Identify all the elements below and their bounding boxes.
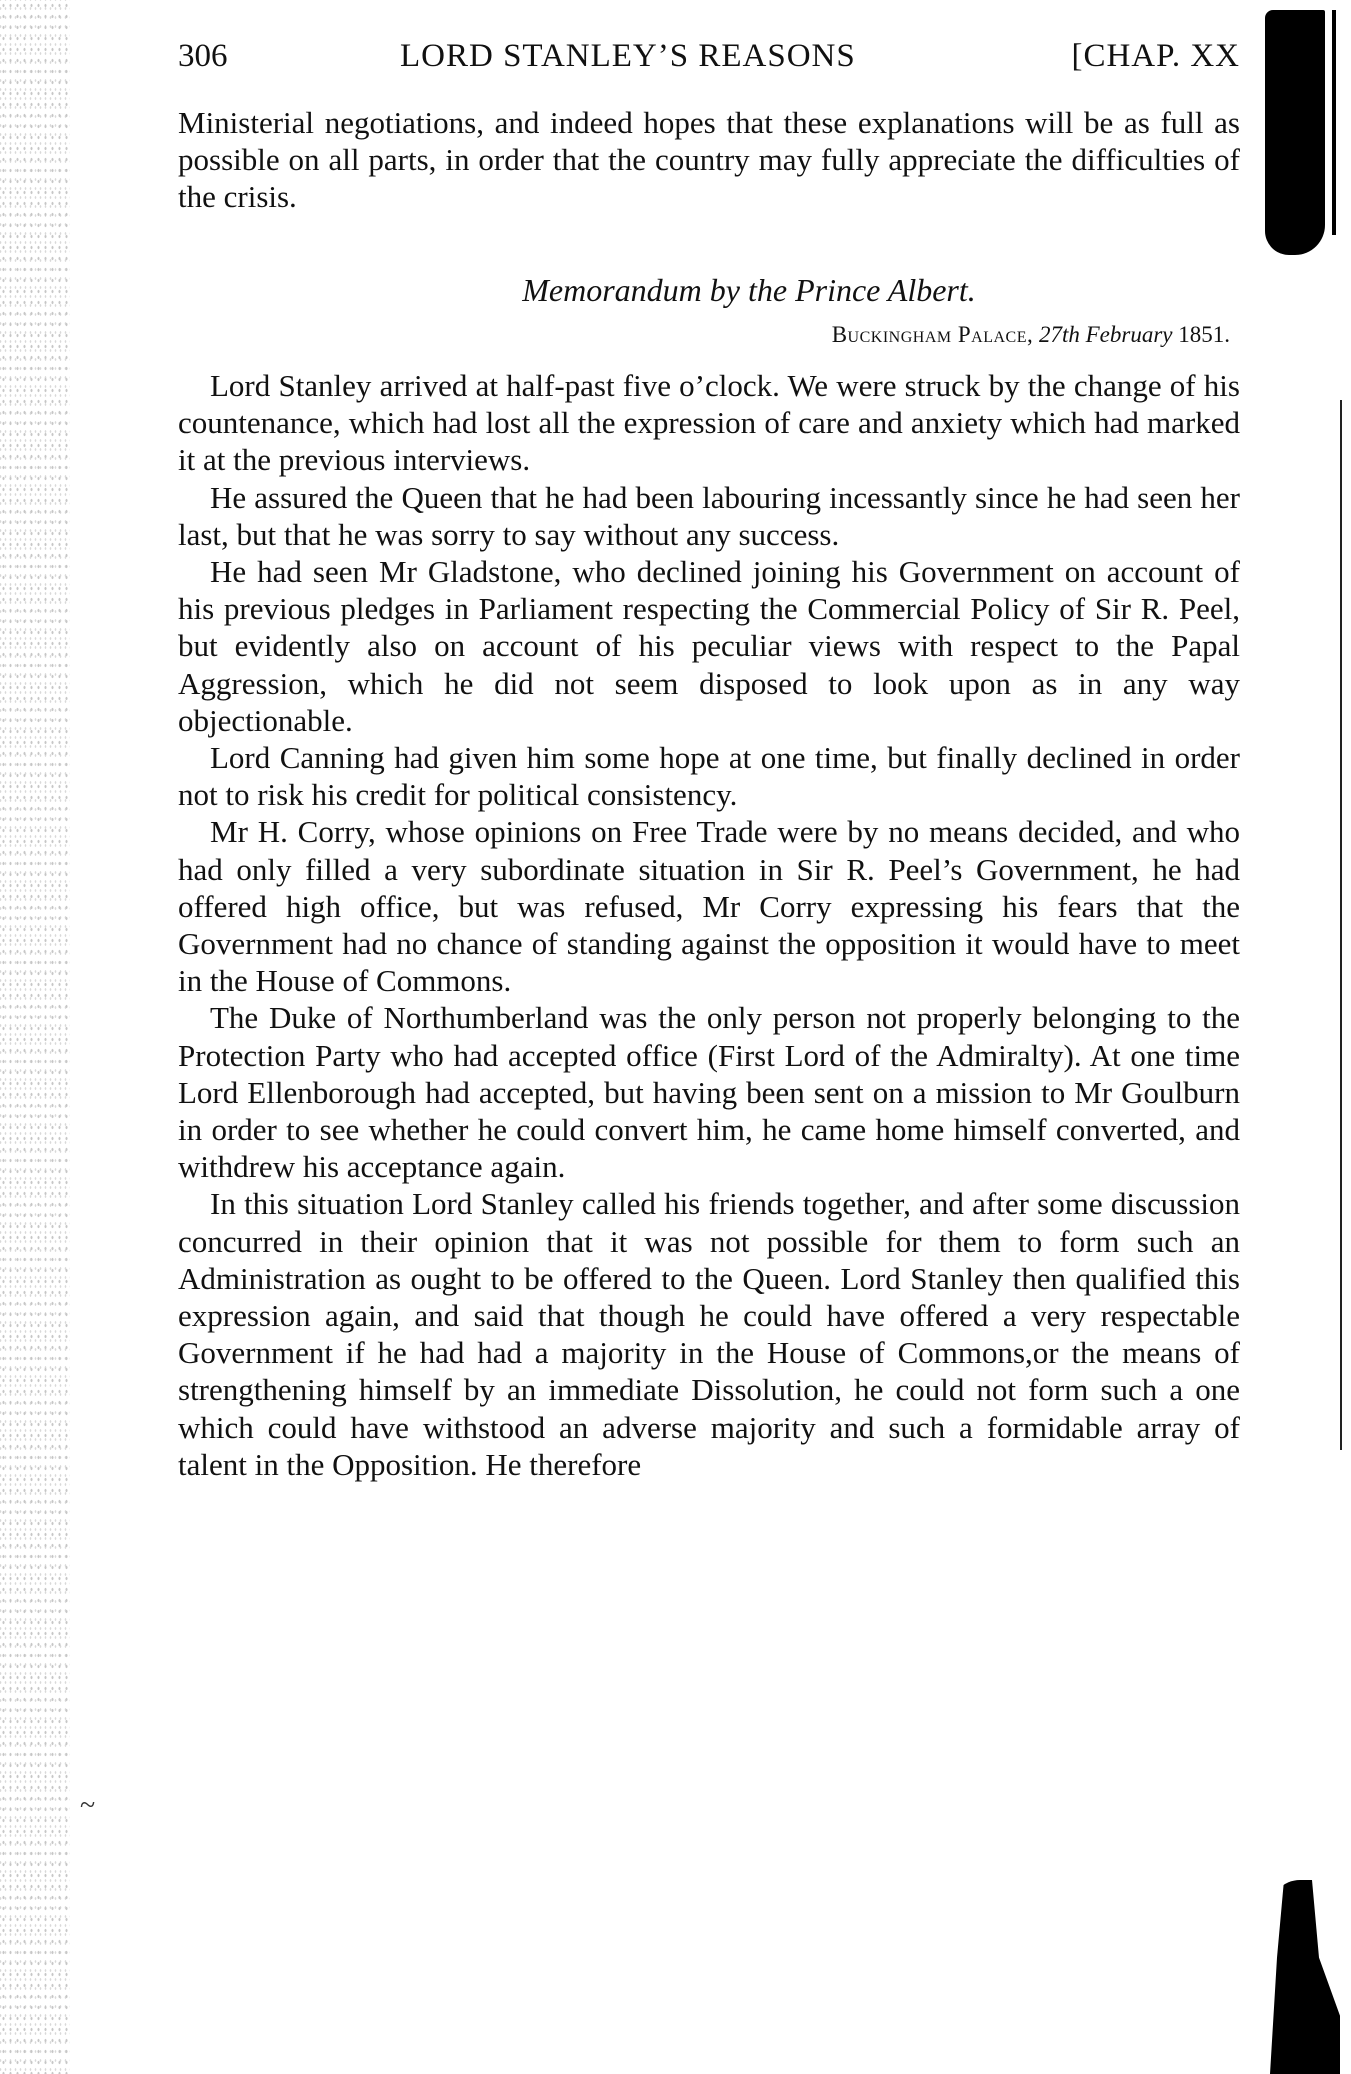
paragraph: Lord Stanley arrived at half-past five o’clock. We were struck by the change of his countenance, which had lost all the expression of care and anxiety which had marked it at the previous interviews. [178,368,1240,478]
running-title: LORD STANLEY’S REASONS [400,38,856,74]
chapter-label: [CHAP. XX [1071,38,1240,74]
memorandum-place: Buckingham Palace, [831,322,1034,347]
memorandum-title: Memorandum by the Prince Albert. [522,272,976,308]
memorandum-day: 27th February [1038,322,1173,347]
continuation-text [178,104,1240,216]
margin-mark: ~ [80,1790,96,1821]
binding-shadow-bottom [1270,1880,1340,2074]
paragraph: In this situation Lord Stanley called his friends together, and after some discussion concurred in their opinion that it was not possible for them to form such an Administration as ought to be offered to the Queen. Lord Stanley then qualified this expression again, and said that though he could have offered a very respectable Government if he had had a majority in the House of Commons,or the means of strengthening himself by an immediate Dissolution, he could not form such a one which could have withstood an adverse majority and such a formidable array of talent in the Opposition. He therefore [178,1186,1240,1482]
running-head [178,38,1240,82]
memorandum-year: 1851. [1178,322,1230,347]
memorandum-dateline [832,322,1230,348]
page-number: 306 [178,38,228,74]
scan-edge-speckle [0,0,70,2074]
paragraph: Lord Canning had given him some hope at one time, but finally declined in order not to risk his credit for political consistency. [178,740,1240,813]
paragraph: Mr H. Corry, whose opinions on Free Trade were by no means decided, and who had only filled a very subordinate situation in Sir R. Peel’s Government, he had offered high office, but was refused, Mr Corry expressing his fears that the Government had no chance of standing against the opposition it would have to meet in the House of Commons. [178,814,1240,999]
binding-edge-line [1332,10,1336,235]
page-edge-rule [1340,400,1342,1450]
paragraph: The Duke of Northumberland was the only person not properly belonging to the Protection Party who had accepted office (First Lord of the Admiralty). At one time Lord Ellenborough had accepted, but having been sent on a mission to Mr Goulburn in order to see whether he could convert him, he came home himself converted, and withdrew his acceptance again. [178,1000,1240,1185]
paragraph: He had seen Mr Gladstone, who declined joining his Government on account of his previous pledges in Parliament respecting the Commercial Policy of Sir R. Peel, but evidently also on account of his peculiar views with respect to the Papal Aggression, which he did not seem disposed to look upon as in any way objectionable. [178,554,1240,738]
paragraph: He assured the Queen that he had been labouring incessantly since he had seen her last, but that he was sorry to say without any success. [178,479,1240,552]
continuation-paragraph: Ministerial negotiations, and indeed hopes that these explanations will be as full as possible on all parts, in order that the country may fully appreciate the difficulties of the crisis. [178,105,1240,215]
binding-shadow-top [1265,10,1325,255]
memorandum-body [178,367,1240,1483]
